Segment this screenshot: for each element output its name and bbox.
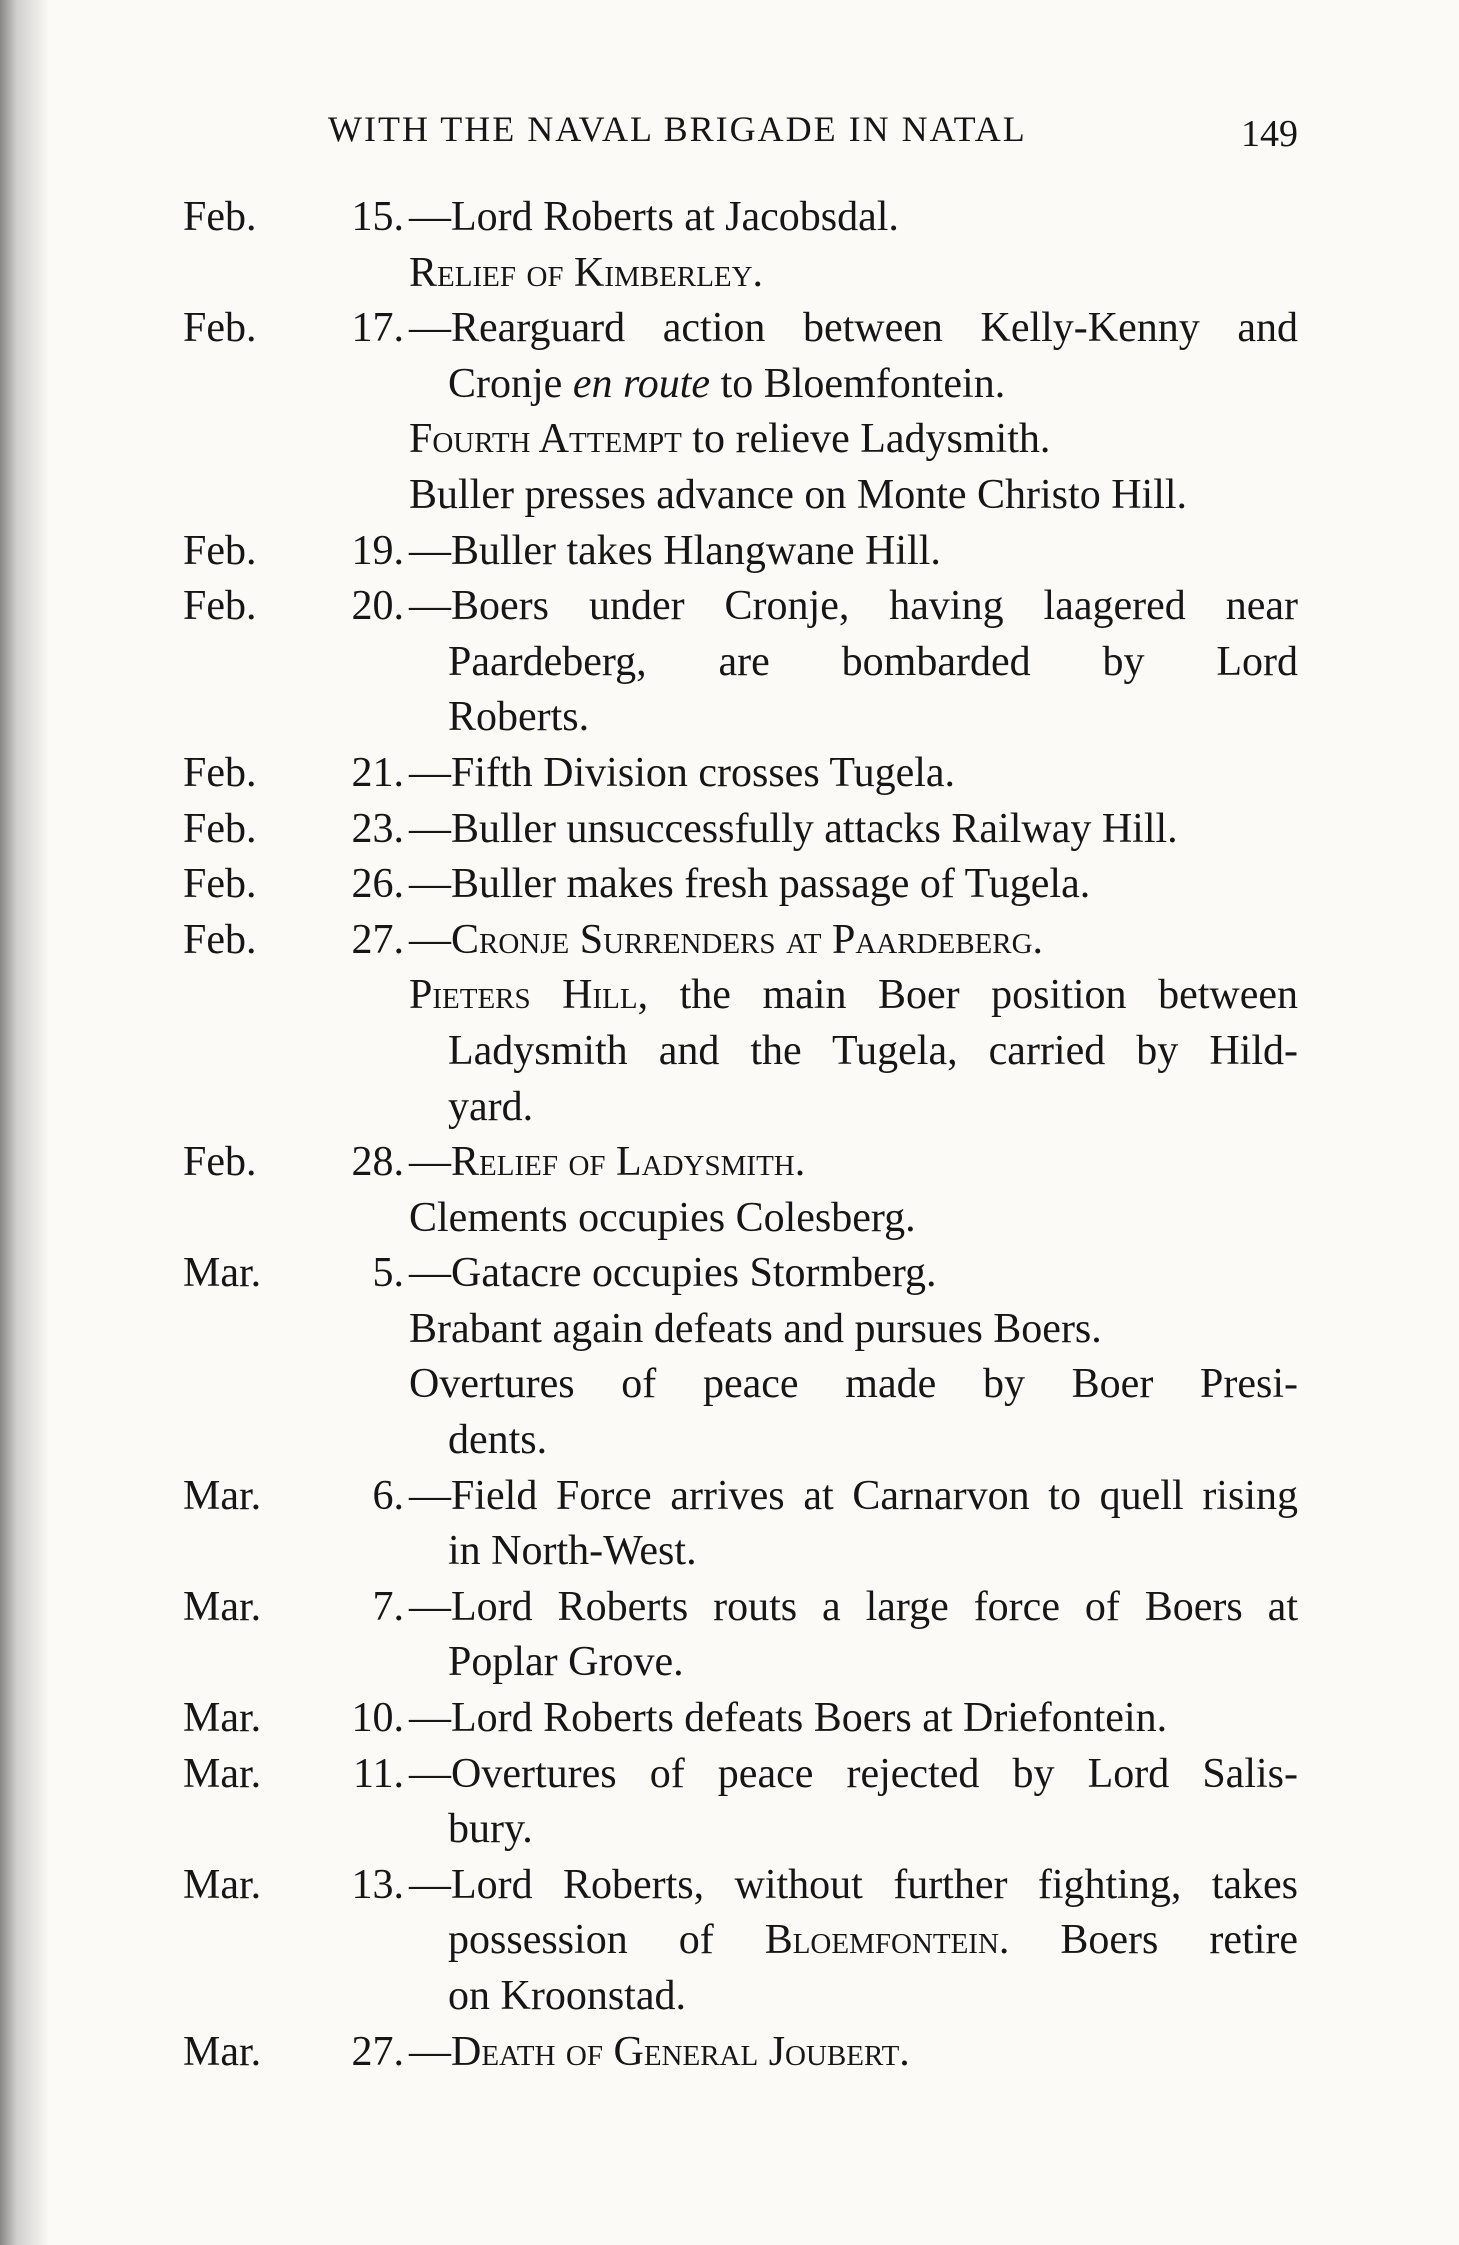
entry-continuation: Roberts. [448,694,590,741]
entry-month: Mar. [183,1583,262,1630]
entry-text: Rearguard action between Kelly-Kenny and [451,305,1298,352]
entry-continuation: Paardeberg, are bombarded by Lord [448,638,1298,685]
entry-month: Mar. [183,1250,262,1297]
page-number: 149 [1241,113,1298,155]
running-title: WITH THE NAVAL BRIGADE IN NATAL [328,109,1027,149]
entry-text: Overtures of peace made by Boer Presi- [409,1361,1298,1408]
entry-continuation: dents. [448,1417,548,1464]
entry-text: Field Force arrives at Carnarvon to quell rising [451,1472,1298,1519]
entry-feb-15: Feb. 15. —Lord Roberts at Jacobsdal. [183,190,1298,246]
entry-mar-27: Mar. 27. —Death of General Joubert. [183,2025,1298,2081]
entry-day: 26. [351,861,404,908]
entry-feb-23: Feb. 23. —Buller unsuccessfully attacks Railway Hill. [183,802,1298,858]
entry-day: 23. [351,805,404,852]
entry-brabant [183,1302,1298,1358]
entry-day: 27. [351,2028,404,2075]
entry-mar-6: Mar. 6. —Field Force arrives at Carnarvon to quell rising in North-West. [183,1469,1298,1580]
entry-fourth-attempt [183,412,1298,468]
entry-day: 21. [351,749,404,796]
entry-mar-5: Mar. 5. —Gatacre occupies Stormberg. [183,1246,1298,1302]
entry-text: Cronje Surrenders at Paardeberg. [451,916,1044,963]
entry-text: Relief of Kimberley. [409,249,764,296]
entry-feb-26: Feb. 26. —Buller makes fresh passage of Tugela. [183,857,1298,913]
entry-text: Brabant again defeats and pursues Boers. [409,1305,1102,1352]
entry-feb-20: Feb. 20. —Boers under Cronje, having laagered near Paardeberg, are bombarded by Lord Roberts. [183,579,1298,746]
entry-continuation: on Kroonstad. [448,1973,686,2019]
entry-day: 28. [351,1139,404,1186]
entry-month: Feb. [183,194,257,240]
entry-mar-10: Mar. 10. —Lord Roberts defeats Boers at Driefontein. [183,1691,1298,1747]
entry-continuation: possession of Bloemfontein. Boers retire [448,1917,1298,1964]
entry-mar-7: Mar. 7. —Lord Roberts routs a large force of Boers at Poplar Grove. [183,1580,1298,1691]
entry-text: Lord Roberts routs a large force of Boers at [451,1583,1298,1630]
entry-day: 5. [372,1250,404,1297]
entry-month: Mar. [183,1861,262,1908]
entry-mar-11: Mar. 11. —Overtures of peace rejected by Lord Salis- bury. [183,1747,1298,1858]
entry-feb-27: Feb. 27. —Cronje Surrenders at Paardeberg. [183,913,1298,969]
entry-continuation: Cronje en route to Bloemfontein. [448,360,1006,407]
entry-day: 6. [372,1472,404,1519]
entry-day: 27. [351,916,404,963]
entry-day: 20. [351,583,404,630]
entry-day: 7. [372,1583,404,1630]
entry-continuation: Ladysmith and the Tugela, carried by Hild- [448,1027,1298,1074]
entry-text: Lord Roberts defeats Boers at Driefontein. [451,1695,1168,1742]
entry-text: Buller makes fresh passage of Tugela. [451,861,1091,908]
entry-month: Mar. [183,1750,262,1797]
entry-month: Feb. [183,1139,257,1186]
entry-day: 13. [351,1861,404,1908]
entry-day: 15. [351,194,404,240]
entry-continuation: Poplar Grove. [448,1639,684,1686]
page-header [328,108,1298,168]
entry-text: Buller takes Hlangwane Hill. [451,527,941,574]
entry-day: 10. [351,1695,404,1742]
entry-text: Gatacre occupies Stormberg. [451,1250,937,1297]
entry-feb-21: Feb. 21. —Fifth Division crosses Tugela. [183,746,1298,802]
entry-clements [183,1191,1298,1247]
entry-overtures-made [183,1357,1298,1468]
entry-text: Lord Roberts at Jacobsdal. [451,194,899,240]
entry-feb-19: Feb. 19. —Buller takes Hlangwane Hill. [183,524,1298,580]
entry-text: Pieters Hill, the main Boer position between [409,972,1298,1019]
entry-month: Feb. [183,916,257,963]
entry-text: Buller presses advance on Monte Christo Hill. [409,471,1188,518]
entry-text: Relief of Ladysmith. [451,1139,806,1186]
entry-text: Overtures of peace rejected by Lord Salis- [451,1750,1298,1797]
entry-mar-13: Mar. 13. —Lord Roberts, without further fighting, takes possession of Bloemfontein. Boers retire on Kroonstad. [183,1858,1298,2025]
entry-day: 11. [353,1750,404,1797]
entry-month: Feb. [183,583,257,630]
entry-month: Feb. [183,749,257,796]
entry-continuation: bury. [448,1806,533,1853]
entry-month: Feb. [183,861,257,908]
entry-relief-of-kimberley [183,246,1298,302]
entry-buller-presses [183,468,1298,524]
entry-continuation: yard. [448,1083,534,1130]
entry-pieters-hill [183,968,1298,1135]
entry-text: Buller unsuccessfully attacks Railway Hill. [451,805,1178,852]
entry-feb-17: Feb. 17. —Rearguard action between Kelly-Kenny and Cronje en route to Bloemfontein. [183,301,1298,412]
entry-text: Fourth Attempt to relieve Ladysmith. [409,416,1051,463]
entry-day: 19. [351,527,404,574]
chronology-list [183,190,1298,2080]
entry-text: Clements occupies Colesberg. [409,1194,916,1241]
entry-continuation: in North-West. [448,1528,697,1575]
entry-month: Feb. [183,805,257,852]
entry-month: Feb. [183,305,257,352]
entry-month: Mar. [183,2028,262,2075]
entry-day: 17. [351,305,404,352]
entry-text: Lord Roberts, without further fighting, takes [451,1861,1298,1908]
entry-month: Mar. [183,1472,262,1519]
entry-text: Fifth Division crosses Tugela. [451,749,956,796]
entry-month: Feb. [183,527,257,574]
entry-text: Death of General Joubert. [451,2028,910,2075]
entry-text: Boers under Cronje, having laagered near [451,583,1298,630]
entry-feb-28: Feb. 28. —Relief of Ladysmith. [183,1135,1298,1191]
entry-month: Mar. [183,1695,262,1742]
